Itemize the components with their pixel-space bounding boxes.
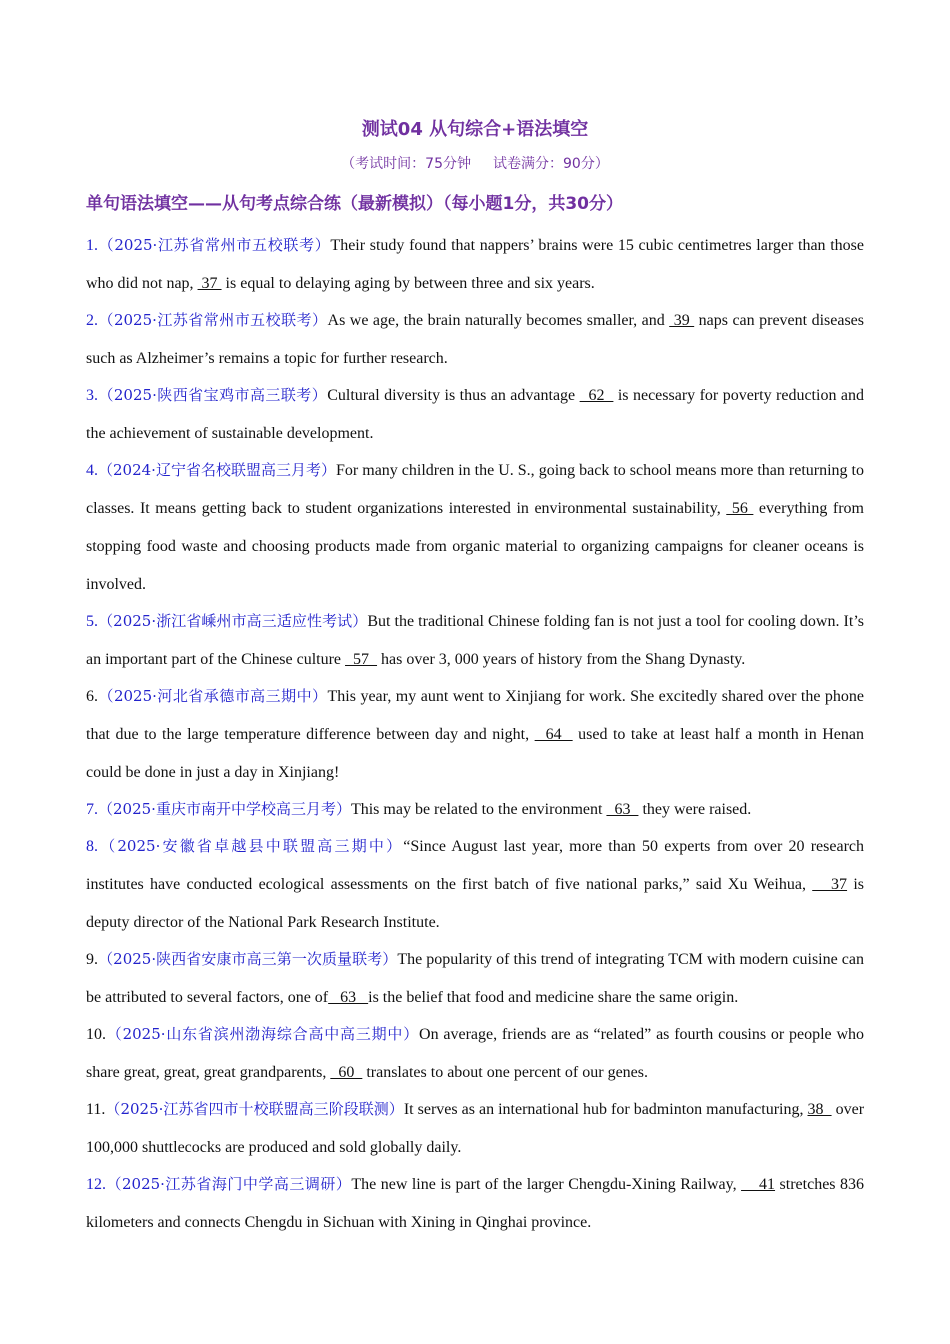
answer-blank: 37: [197, 275, 222, 292]
answer-blank: 60: [330, 1064, 363, 1081]
question-source: （2025·江苏省常州市五校联考）: [98, 236, 331, 254]
question-3: [86, 376, 864, 453]
question-text: is deputy director of the National Park Research Institute.: [86, 876, 865, 931]
question-text: On average, friends are as “related” as fourth cousins or people who share great, great, great grandparents,: [86, 1026, 865, 1081]
question-text: has over 3, 000 years of history from the Shang Dynasty.: [377, 651, 746, 668]
question-number: 3.: [86, 387, 98, 404]
answer-blank: 62: [579, 387, 614, 404]
question-text: translates to about one percent of our genes.: [362, 1064, 649, 1081]
question-number: 5.: [86, 613, 98, 630]
question-4: [86, 451, 864, 604]
question-8: [86, 827, 864, 942]
question-text: is equal to delaying aging by between three and six years.: [221, 275, 595, 292]
question-source: （2025·河北省承德市高三期中）: [98, 687, 328, 705]
answer-blank: 63: [328, 989, 369, 1006]
question-source: （2025·陕西省安康市高三第一次质量联考）: [98, 950, 398, 968]
question-source: （2025·江苏省海门中学高三调研）: [106, 1175, 352, 1193]
question-number: 11.: [86, 1101, 106, 1118]
question-source: （2025·山东省滨州渤海综合高中高三期中）: [106, 1025, 420, 1043]
question-source: （2025·江苏省常州市五校联考）: [98, 311, 328, 329]
question-text: over 100,000 shuttlecocks are produced and sold globally daily.: [86, 1101, 865, 1156]
question-text: This year, my aunt went to Xinjiang for work. She excitedly shared over the phone that due to the large temperature difference between day and night,: [86, 688, 864, 743]
question-source: （2025·安徽省卓越县中联盟高三期中）: [98, 837, 404, 855]
question-text: The popularity of this trend of integrating TCM with modern cuisine can be attributed to several factors, one of: [86, 951, 865, 1006]
question-text: is necessary for poverty reduction and the achievement of sustainable development.: [86, 387, 864, 442]
question-text: For many children in the U. S., going back to school means more than returning to classes. It means getting back to student organizations interested in environmental sustainability,: [86, 462, 864, 517]
question-source: （2024·辽宁省名校联盟高三月考）: [98, 461, 337, 479]
exam-time: （考试时间：75分钟: [341, 156, 471, 172]
answer-blank: 57: [345, 651, 378, 668]
question-number: 10.: [86, 1026, 106, 1043]
question-text: This may be related to the environment: [350, 801, 607, 818]
question-source: （2025·陕西省宝鸡市高三联考）: [98, 386, 328, 404]
answer-blank: 64: [534, 726, 573, 743]
answer-blank: 63: [606, 801, 639, 818]
question-text: everything from stopping food waste and choosing products made from organic material to organizing campaigns for cleaner oceans is involved.: [86, 500, 865, 593]
question-text: Cultural diversity is thus an advantage: [327, 387, 580, 404]
question-source: （2025·浙江省嵊州市高三适应性考试）: [98, 612, 368, 630]
section-heading: 单句语法填空——从句考点综合练（最新模拟）（每小题1分，共30分）: [86, 194, 623, 214]
question-text: “Since August last year, more than 50 experts from over 20 research institutes have conducted ecological assessments on the first batch of five national parks,” said Xu Weihua,: [86, 838, 865, 893]
answer-blank: 56: [726, 500, 754, 517]
question-number: 2.: [86, 312, 98, 329]
question-text: It serves as an international hub for badminton manufacturing,: [403, 1101, 808, 1118]
question-2: [86, 301, 864, 378]
question-text: Their study found that nappers’ brains were 15 cubic centimetres larger than those who did not nap,: [86, 237, 864, 292]
question-text: stretches 836 kilometers and connects Chengdu in Sichuan with Xining in Qinghai province.: [86, 1176, 865, 1231]
question-number: 9.: [86, 951, 98, 968]
question-text: As we age, the brain naturally becomes smaller, and: [327, 312, 670, 329]
question-text: is the belief that food and medicine share the same origin.: [368, 989, 739, 1006]
answer-blank: 39: [669, 312, 695, 329]
question-11: [86, 1090, 864, 1167]
question-1: [86, 226, 864, 303]
answer-blank: 37: [812, 876, 848, 893]
exam-info: [0, 153, 950, 173]
question-text: But the traditional Chinese folding fan is not just a tool for cooling down. It’s an important part of the Chinese culture: [86, 613, 864, 668]
answer-blank: 41: [741, 1176, 776, 1193]
question-10: [86, 1015, 864, 1092]
question-number: 6.: [86, 688, 98, 705]
question-text: they were raised.: [638, 801, 752, 818]
question-9: [86, 940, 864, 1017]
question-text: naps can prevent diseases such as Alzheimer’s remains a topic for further research.: [86, 312, 865, 367]
page-title: 测试04 从句综合+语法填空: [361, 119, 589, 140]
question-7: [86, 790, 864, 829]
question-list: [86, 226, 864, 1240]
question-source: （2025·江苏省四市十校联盟高三阶段联测）: [105, 1100, 404, 1118]
question-number: 7.: [86, 801, 98, 818]
question-number: 4.: [86, 462, 98, 479]
question-number: 1.: [86, 237, 98, 254]
question-6: [86, 677, 864, 792]
question-number: 8.: [86, 838, 98, 855]
answer-blank: 38: [807, 1101, 832, 1118]
question-source: （2025·重庆市南开中学校高三月考）: [98, 800, 351, 818]
question-12: [86, 1165, 864, 1242]
question-number: 12.: [86, 1176, 106, 1193]
full-score: 试卷满分：90分）: [493, 156, 609, 172]
question-5: [86, 602, 864, 679]
question-text: used to take at least half a month in Henan could be done in just a day in Xinjiang!: [86, 726, 865, 781]
question-text: The new line is part of the larger Chengdu-Xining Railway,: [351, 1176, 742, 1193]
